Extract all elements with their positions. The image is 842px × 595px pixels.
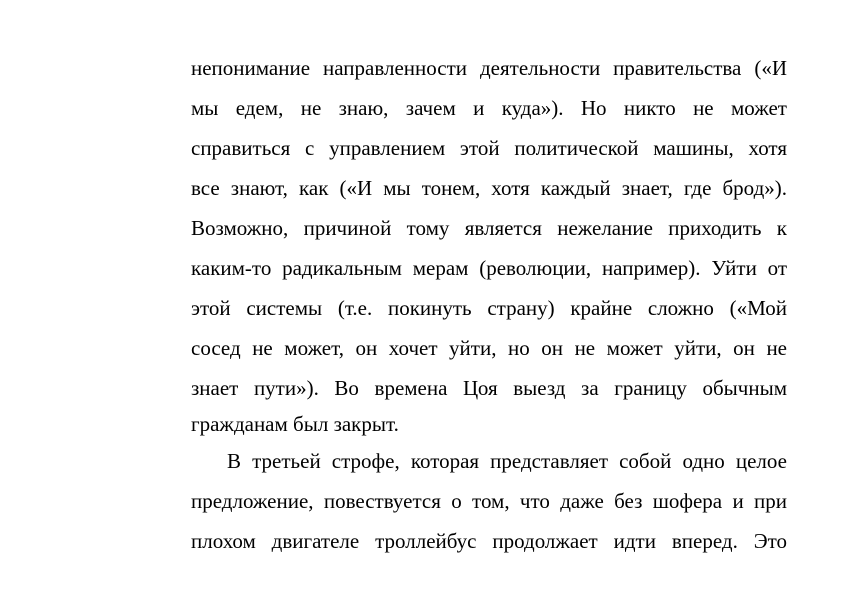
text-line: этой системы (т.е. покинуть страну) крайне сложно («Мой bbox=[191, 296, 787, 320]
text-line: каким-то радикальным мерам (революции, например). Уйти от bbox=[191, 256, 787, 280]
text-line: справиться с управлением этой политической машины, хотя bbox=[191, 136, 787, 160]
text-line: непонимание направленности деятельности правительства («И bbox=[191, 56, 787, 80]
text-line: мы едем, не знаю, зачем и куда»). Но никто не может bbox=[191, 96, 787, 120]
text-line: знает пути»). Во времена Цоя выезд за границу обычным bbox=[191, 376, 787, 400]
text-line: плохом двигателе троллейбус продолжает идти вперед. Это bbox=[191, 529, 787, 553]
text-line: все знают, как («И мы тонем, хотя каждый знает, где брод»). bbox=[191, 176, 787, 200]
body-text bbox=[191, 48, 787, 561]
paragraph-start-line: В третьей строфе, которая представляет собой одно целое bbox=[227, 449, 787, 473]
paragraph-end-line: гражданам был закрыт. bbox=[191, 412, 399, 436]
text-line: Возможно, причиной тому является нежелание приходить к bbox=[191, 216, 787, 240]
text-line: сосед не может, он хочет уйти, но он не может уйти, он не bbox=[191, 336, 787, 360]
text-line: предложение, повествуется о том, что даже без шофера и при bbox=[191, 489, 787, 513]
